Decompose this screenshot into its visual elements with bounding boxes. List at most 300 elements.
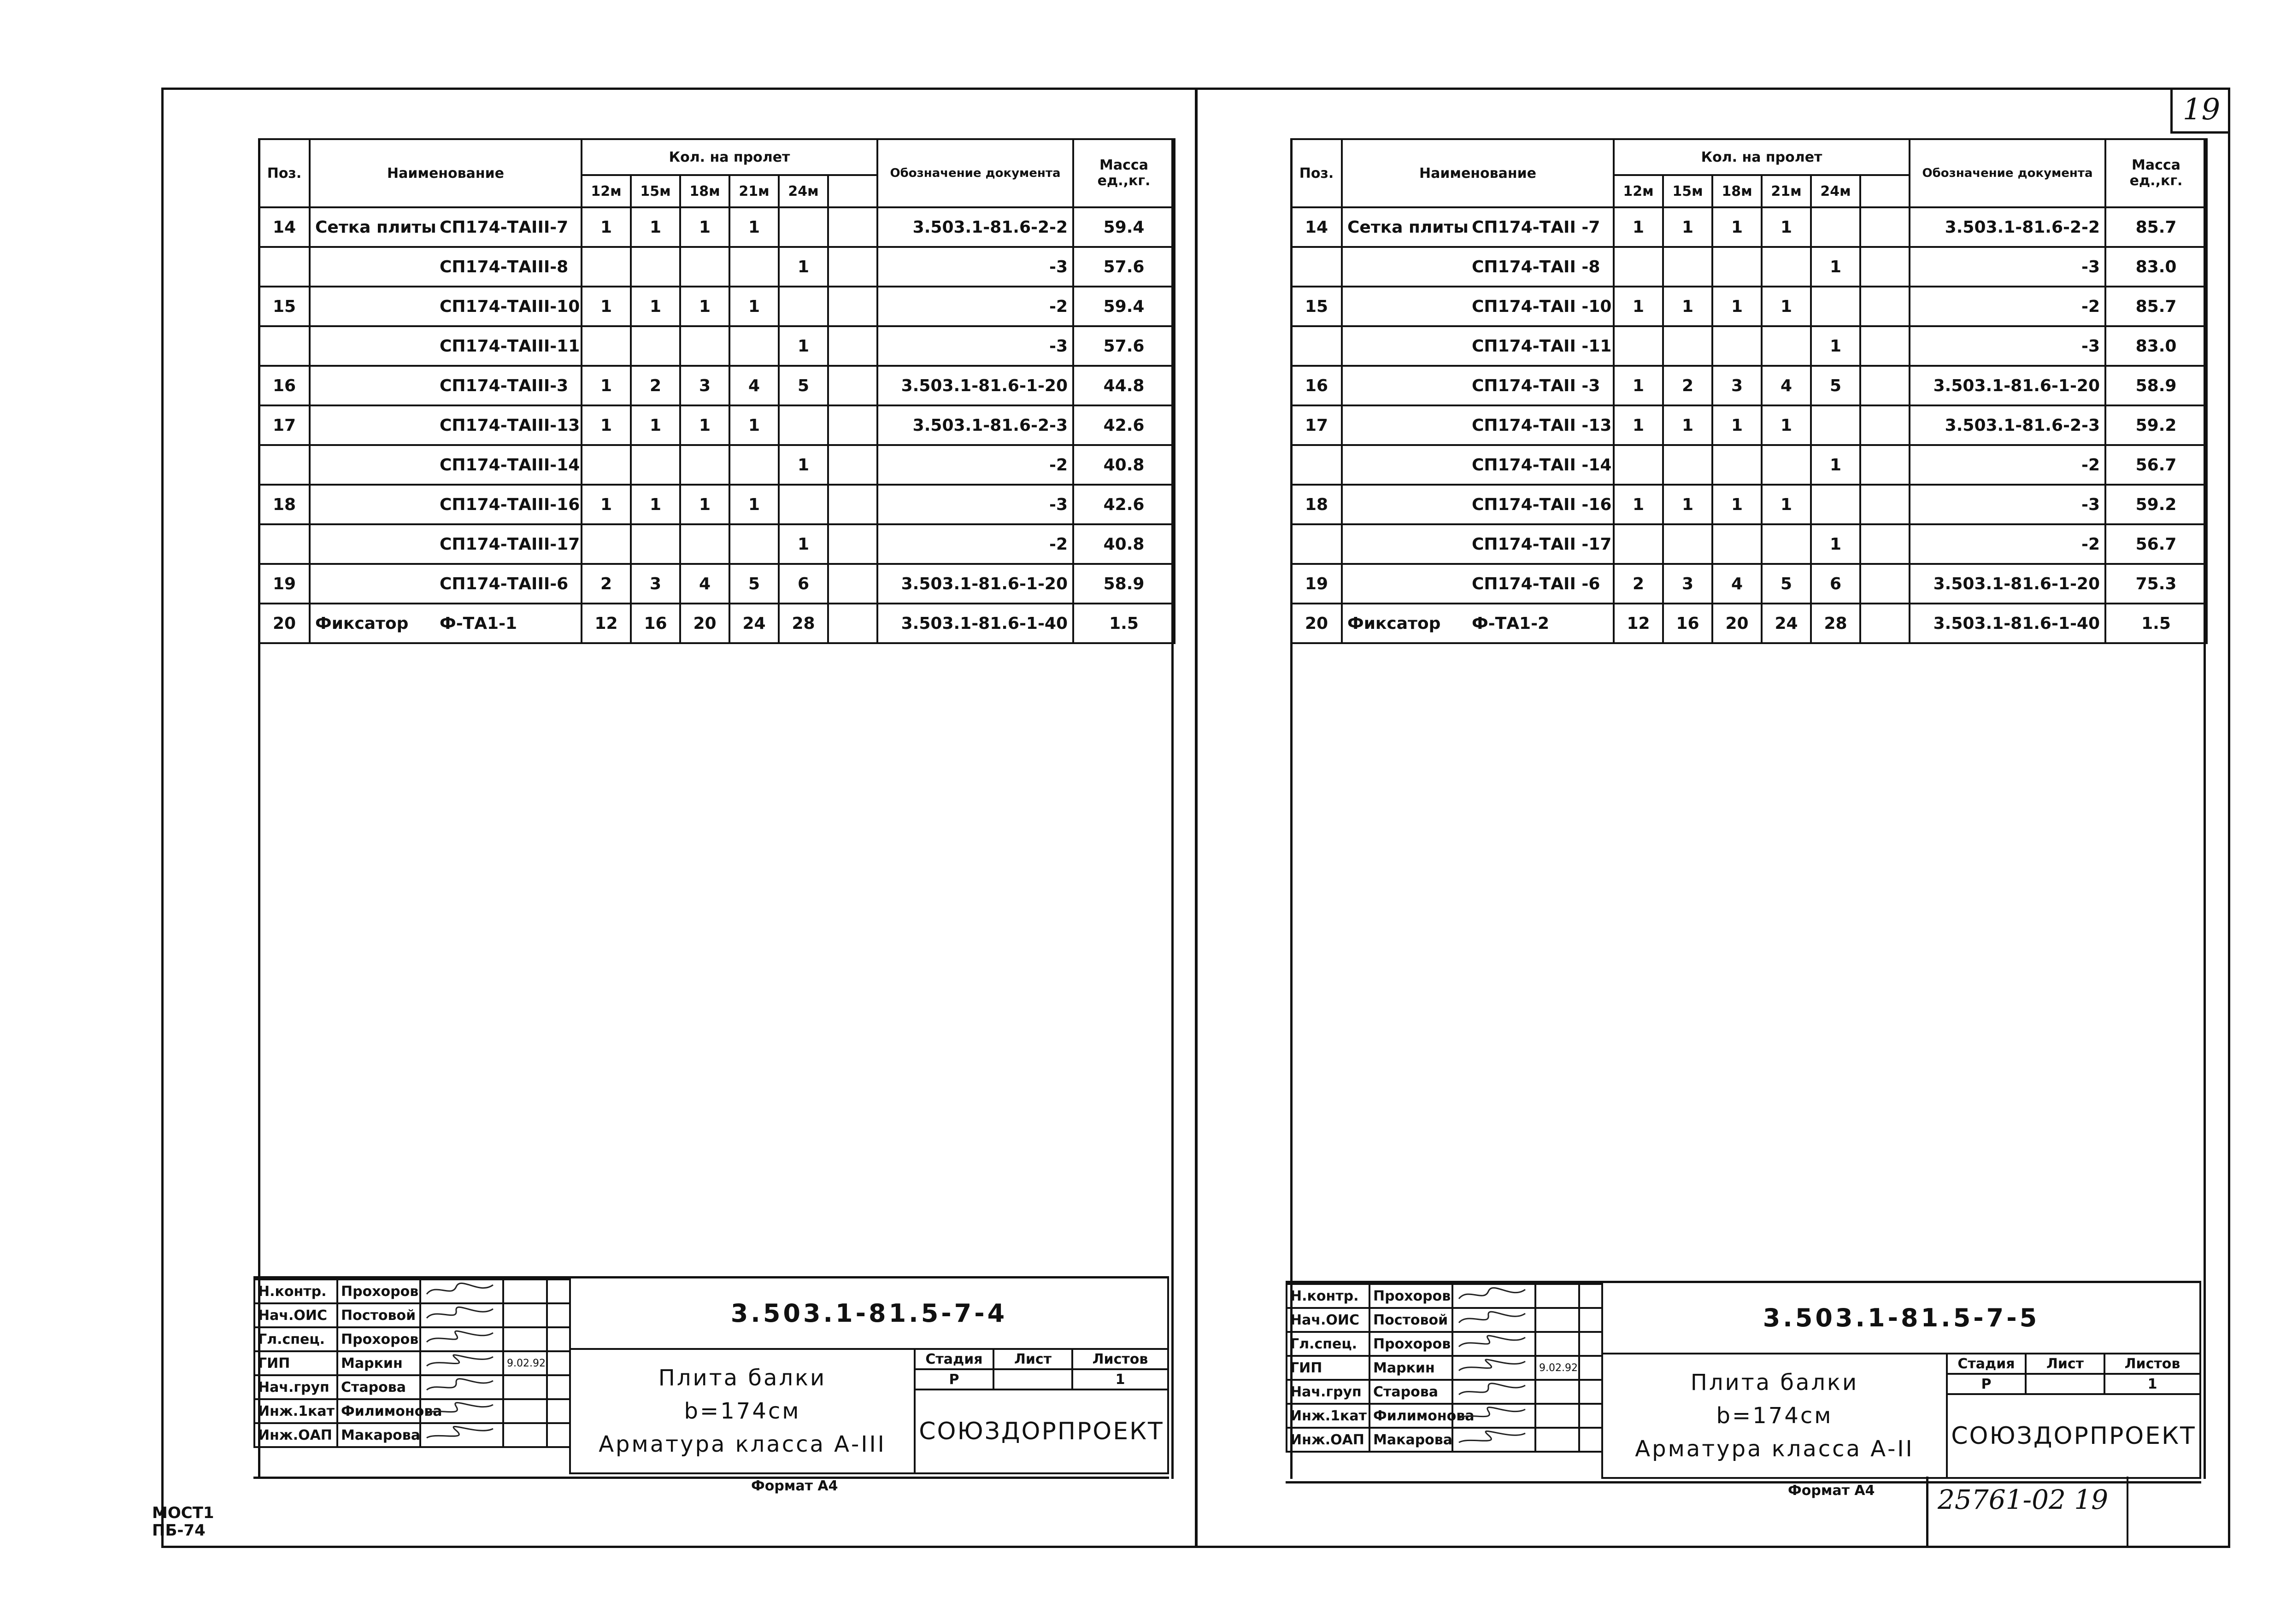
signature-cell (420, 1399, 503, 1423)
signatory-name: Прохоров (337, 1327, 420, 1351)
cell-qty: 1 (1614, 207, 1663, 247)
cell-qty: 2 (631, 366, 680, 405)
cell-name-designation: СП174-ТАIII-17 (440, 534, 580, 554)
cell-name-designation: СП174-ТАII -16 (1472, 495, 1612, 514)
cell-pos: 15 (1291, 287, 1342, 326)
cell-qty (1762, 524, 1811, 564)
cell-doc: 3.503.1-81.6-1-20 (1910, 366, 2105, 405)
cell-mass: 56.7 (2105, 524, 2207, 564)
table-row (1291, 485, 2207, 524)
cell-name-prefix: Фиксатор (1347, 614, 1441, 633)
cell-name (310, 604, 582, 643)
cell-pos (259, 326, 310, 366)
cell-doc: -2 (1910, 445, 2105, 485)
cell-qty: 1 (1614, 485, 1663, 524)
cell-qty: 1 (680, 485, 729, 524)
signature-cell (1452, 1332, 1535, 1356)
cell-doc: -3 (1910, 247, 2105, 287)
cell-mass: 83.0 (2105, 247, 2207, 287)
cell-qty (631, 445, 680, 485)
cell-name (310, 564, 582, 604)
cell-qty (828, 485, 877, 524)
span-header (1860, 175, 1910, 207)
signature-date-empty (1535, 1284, 1579, 1308)
signatory-role: Гл.спец. (254, 1327, 337, 1351)
signature-row (1287, 1356, 1602, 1380)
cell-qty: 1 (680, 405, 729, 445)
signature-date-empty (1535, 1332, 1579, 1356)
cell-name-designation: СП174-ТАII -17 (1472, 534, 1612, 554)
cell-mass: 83.0 (2105, 326, 2207, 366)
cell-doc: 3.503.1-81.6-2-3 (1910, 405, 2105, 445)
cell-qty (779, 287, 828, 326)
table-row (1291, 564, 2207, 604)
right-title-line-3: Арматура класса А-II (1635, 1436, 1914, 1462)
cell-qty (828, 366, 877, 405)
signatory-name: Старова (1369, 1380, 1452, 1404)
cell-name-designation: СП174-ТАII -3 (1472, 376, 1600, 395)
cell-qty: 1 (1811, 326, 1860, 366)
right-sheets-header: Листов (2104, 1353, 2201, 1375)
signature-cell (420, 1423, 503, 1447)
cell-name-designation: СП174-ТАII -14 (1472, 455, 1612, 475)
cell-qty (1712, 247, 1762, 287)
table-row (259, 247, 1175, 287)
signature-date-empty (503, 1279, 547, 1303)
span-header (828, 175, 877, 207)
sheet-number: 19 (2182, 92, 2221, 127)
table-row (259, 604, 1175, 643)
signatory-name: Маркин (337, 1351, 420, 1375)
left-spec-table (258, 138, 1175, 644)
cell-qty (1614, 326, 1663, 366)
cell-qty (1712, 326, 1762, 366)
table-row (1291, 405, 2207, 445)
cell-qty (1860, 287, 1910, 326)
cell-name (1342, 524, 1614, 564)
signature-row (1287, 1332, 1602, 1356)
span-header: 15м (1663, 175, 1712, 207)
signature-date-empty (1535, 1380, 1579, 1404)
signature-extra (547, 1375, 570, 1399)
col-doc-header: Обозначение документа (877, 139, 1073, 207)
cell-name-designation: СП174-ТАIII-13 (440, 416, 580, 435)
cell-doc: 3.503.1-81.6-2-2 (877, 207, 1073, 247)
table-row (259, 564, 1175, 604)
signature-extra (1579, 1356, 1602, 1380)
signature-date: 9.02.92 (503, 1351, 547, 1375)
signature-extra (547, 1423, 570, 1447)
cell-mass: 57.6 (1073, 326, 1175, 366)
signature-row (1287, 1380, 1602, 1404)
signatory-role: Н.контр. (254, 1279, 337, 1303)
signatory-name: Постовой (337, 1303, 420, 1327)
cell-name-designation: СП174-ТАII -11 (1472, 336, 1612, 356)
cell-qty: 1 (779, 326, 828, 366)
cell-qty (1860, 247, 1910, 287)
cell-qty (582, 524, 631, 564)
cell-doc: -3 (877, 485, 1073, 524)
table-row (1291, 326, 2207, 366)
signature-date-empty (503, 1303, 547, 1327)
signatory-name: Прохоров (1369, 1284, 1452, 1308)
handwritten-signature (1456, 1429, 1530, 1447)
cell-qty (828, 524, 877, 564)
right-title-line-1: Плита балки (1690, 1370, 1859, 1395)
cell-qty: 1 (582, 287, 631, 326)
signature-cell (420, 1375, 503, 1399)
signatory-role: ГИП (1287, 1356, 1369, 1380)
cell-pos (1291, 445, 1342, 485)
signature-cell (1452, 1428, 1535, 1452)
cell-name-designation: СП174-ТАIII-11 (440, 336, 580, 356)
cell-qty (729, 445, 779, 485)
cell-qty (828, 326, 877, 366)
signature-cell (1452, 1404, 1535, 1428)
cell-qty (1663, 524, 1712, 564)
cell-qty: 1 (729, 287, 779, 326)
signatory-role: Н.контр. (1287, 1284, 1369, 1308)
cell-qty: 1 (1663, 485, 1712, 524)
signatory-role: Инж.1кат (254, 1399, 337, 1423)
span-header: 21м (1762, 175, 1811, 207)
cell-qty (1663, 247, 1712, 287)
cell-qty (631, 326, 680, 366)
cell-qty: 1 (729, 207, 779, 247)
cell-name (1342, 405, 1614, 445)
signature-cell (1452, 1284, 1535, 1308)
cell-qty: 20 (680, 604, 729, 643)
cell-qty (779, 207, 828, 247)
cell-pos: 15 (259, 287, 310, 326)
cell-qty (1663, 326, 1712, 366)
cell-name (310, 287, 582, 326)
cell-mass: 75.3 (2105, 564, 2207, 604)
signatory-role: Нач.ОИС (1287, 1308, 1369, 1332)
signature-extra (1579, 1332, 1602, 1356)
cell-pos (259, 524, 310, 564)
cell-qty (680, 445, 729, 485)
archive-number-box (1926, 1477, 2230, 1548)
cell-doc: 3.503.1-81.6-1-20 (877, 564, 1073, 604)
cell-qty: 1 (1712, 287, 1762, 326)
cell-doc: -2 (877, 287, 1073, 326)
right-stage-value: Р (1946, 1373, 2027, 1395)
cell-qty (828, 405, 877, 445)
left-organization: СОЮЗДОРПРОЕКТ (914, 1389, 1169, 1474)
cell-qty: 1 (1762, 405, 1811, 445)
cell-qty: 2 (1614, 564, 1663, 604)
cell-qty: 6 (1811, 564, 1860, 604)
cell-qty: 4 (680, 564, 729, 604)
cell-qty: 1 (1663, 287, 1712, 326)
signature-extra (1579, 1308, 1602, 1332)
cell-name-designation: СП174-ТАIII-7 (440, 217, 569, 237)
signature-row (1287, 1308, 1602, 1332)
signatory-role: ГИП (254, 1351, 337, 1375)
cell-qty: 1 (779, 247, 828, 287)
cell-qty (729, 524, 779, 564)
cell-qty (1811, 485, 1860, 524)
cell-name-designation: СП174-ТАII -6 (1472, 574, 1600, 593)
span-header: 15м (631, 175, 680, 207)
cell-doc: 3.503.1-81.6-2-2 (1910, 207, 2105, 247)
cell-name (310, 326, 582, 366)
cell-name (1342, 366, 1614, 405)
signature-row (254, 1351, 570, 1375)
cell-mass: 85.7 (2105, 207, 2207, 247)
signature-row (1287, 1284, 1602, 1308)
cell-qty: 1 (1811, 524, 1860, 564)
cell-qty (729, 247, 779, 287)
cell-qty (680, 247, 729, 287)
table-row (259, 485, 1175, 524)
cell-mass: 42.6 (1073, 405, 1175, 445)
table-row (1291, 445, 2207, 485)
handwritten-signature (1456, 1333, 1530, 1351)
handwritten-signature (1456, 1285, 1530, 1303)
signatory-name: Филимонова (337, 1399, 420, 1423)
cell-mass: 59.4 (1073, 287, 1175, 326)
cell-pos: 16 (1291, 366, 1342, 405)
left-stage-value: Р (914, 1368, 994, 1390)
cell-qty: 1 (631, 405, 680, 445)
span-header: 24м (1811, 175, 1860, 207)
handwritten-signature (1456, 1357, 1530, 1375)
signature-extra (547, 1351, 570, 1375)
signature-row (1287, 1404, 1602, 1428)
signatory-name: Постовой (1369, 1308, 1452, 1332)
signatory-name: Прохоров (1369, 1332, 1452, 1356)
right-sheets-value: 1 (2104, 1373, 2201, 1395)
signatory-role: Нач.ОИС (254, 1303, 337, 1327)
span-header: 18м (1712, 175, 1762, 207)
cell-name-prefix: Сетка плиты (1347, 217, 1469, 237)
right-sheet-header: Лист (2025, 1353, 2105, 1375)
signature-cell (1452, 1356, 1535, 1380)
left-stamp-line-2: ПБ-74 (152, 1521, 206, 1540)
col-doc-header: Обозначение документа (1910, 139, 2105, 207)
cell-qty (582, 326, 631, 366)
cell-qty: 5 (1811, 366, 1860, 405)
cell-doc: -2 (877, 445, 1073, 485)
signature-date-empty (503, 1423, 547, 1447)
handwritten-signature (424, 1352, 498, 1371)
table-row (1291, 524, 2207, 564)
cell-pos (259, 445, 310, 485)
cell-doc: -3 (877, 247, 1073, 287)
cell-qty: 3 (680, 366, 729, 405)
signature-date-empty (1535, 1428, 1579, 1452)
cell-name (310, 405, 582, 445)
cell-qty: 2 (1663, 366, 1712, 405)
cell-qty (1860, 326, 1910, 366)
cell-doc: 3.503.1-81.6-1-20 (1910, 564, 2105, 604)
cell-qty: 1 (1811, 247, 1860, 287)
left-signature-table (253, 1278, 571, 1448)
signature-cell (420, 1351, 503, 1375)
cell-qty (1614, 445, 1663, 485)
cell-mass: 42.6 (1073, 485, 1175, 524)
cell-name (310, 485, 582, 524)
cell-qty (828, 445, 877, 485)
col-name-header: Наименование (1342, 139, 1614, 207)
cell-name (1342, 564, 1614, 604)
cell-qty: 1 (680, 287, 729, 326)
signature-row (254, 1279, 570, 1303)
col-name-header: Наименование (310, 139, 582, 207)
col-mass-header-line-2: ед.,кг. (2129, 173, 2183, 189)
cell-mass: 85.7 (2105, 287, 2207, 326)
signature-cell (1452, 1308, 1535, 1332)
cell-pos: 18 (1291, 485, 1342, 524)
cell-qty (779, 485, 828, 524)
cell-pos: 17 (1291, 405, 1342, 445)
cell-qty: 1 (1762, 207, 1811, 247)
cell-pos: 20 (259, 604, 310, 643)
cell-doc: -2 (1910, 287, 2105, 326)
cell-pos: 18 (259, 485, 310, 524)
cell-mass: 58.9 (1073, 564, 1175, 604)
cell-qty (1614, 524, 1663, 564)
signature-extra (547, 1399, 570, 1423)
signatory-name: Маркин (1369, 1356, 1452, 1380)
left-sheet-header: Лист (993, 1348, 1073, 1370)
signature-extra (547, 1327, 570, 1351)
cell-qty: 1 (1762, 485, 1811, 524)
cell-qty: 1 (1811, 445, 1860, 485)
right-spec-table (1290, 138, 2208, 644)
table-row (1291, 247, 2207, 287)
cell-name-prefix: Фиксатор (315, 614, 409, 633)
signature-extra (547, 1279, 570, 1303)
col-mass-header-line-1: Масса (2132, 157, 2180, 173)
table-row (259, 366, 1175, 405)
cell-doc: -3 (1910, 485, 2105, 524)
signature-row (1287, 1428, 1602, 1452)
cell-qty (631, 247, 680, 287)
table-row (259, 207, 1175, 247)
cell-qty (828, 247, 877, 287)
cell-pos: 19 (259, 564, 310, 604)
table-row (259, 326, 1175, 366)
handwritten-signature (424, 1328, 498, 1347)
cell-qty (1860, 445, 1910, 485)
right-sheet-value (2025, 1373, 2105, 1395)
signature-cell (420, 1303, 503, 1327)
cell-name-designation: СП174-ТАIII-6 (440, 574, 569, 593)
signature-date-empty (503, 1399, 547, 1423)
cell-qty: 1 (1614, 366, 1663, 405)
table-row (259, 405, 1175, 445)
handwritten-signature (424, 1304, 498, 1323)
signatory-role: Нач.груп (254, 1375, 337, 1399)
cell-qty: 1 (680, 207, 729, 247)
cell-qty (828, 604, 877, 643)
cell-qty (680, 524, 729, 564)
cell-qty: 1 (1663, 405, 1712, 445)
cell-qty (631, 524, 680, 564)
col-mass-header-line-2: ед.,кг. (1097, 173, 1151, 189)
span-header: 18м (680, 175, 729, 207)
cell-qty: 1 (1712, 485, 1762, 524)
cell-name-prefix: Сетка плиты (315, 217, 436, 237)
cell-qty (1811, 207, 1860, 247)
cell-name-designation: СП174-ТАII -7 (1472, 217, 1600, 237)
cell-qty (1712, 445, 1762, 485)
cell-mass: 1.5 (1073, 604, 1175, 643)
cell-pos: 17 (259, 405, 310, 445)
cell-qty (779, 405, 828, 445)
left-format-label: Формат А4 (751, 1478, 838, 1494)
handwritten-signature (1456, 1309, 1530, 1327)
cell-qty: 1 (1712, 207, 1762, 247)
cell-qty: 4 (1762, 366, 1811, 405)
cell-qty: 1 (631, 287, 680, 326)
signature-date-empty (503, 1375, 547, 1399)
span-header: 12м (582, 175, 631, 207)
right-organization: СОЮЗДОРПРОЕКТ (1946, 1393, 2201, 1479)
cell-qty: 1 (582, 366, 631, 405)
cell-qty (828, 207, 877, 247)
cell-qty (1712, 524, 1762, 564)
cell-qty: 1 (582, 207, 631, 247)
cell-name (310, 207, 582, 247)
cell-qty: 1 (779, 445, 828, 485)
cell-name-designation: СП174-ТАII -8 (1472, 257, 1600, 276)
signature-cell (1452, 1380, 1535, 1404)
signature-cell (420, 1327, 503, 1351)
signatory-role: Инж.1кат (1287, 1404, 1369, 1428)
cell-name-designation: СП174-ТАIII-16 (440, 495, 580, 514)
cell-name (310, 366, 582, 405)
cell-qty: 3 (1712, 366, 1762, 405)
signature-extra (1579, 1284, 1602, 1308)
cell-qty (1860, 485, 1910, 524)
col-mass-header-line-1: Масса (1099, 157, 1148, 173)
signature-date-empty (1535, 1404, 1579, 1428)
col-pos-header: Поз. (259, 139, 310, 207)
signature-extra (1579, 1404, 1602, 1428)
right-title-line-2: b=174см (1716, 1403, 1833, 1429)
signature-extra (1579, 1380, 1602, 1404)
cell-pos: 16 (259, 366, 310, 405)
span-header: 12м (1614, 175, 1663, 207)
cell-qty: 6 (779, 564, 828, 604)
cell-qty: 1 (631, 207, 680, 247)
cell-name (1342, 287, 1614, 326)
cell-name (1342, 247, 1614, 287)
left-stamp-line-1: МОСТ1 (152, 1504, 214, 1522)
left-stage-header: Стадия (914, 1348, 994, 1370)
right-drawing-title (1601, 1353, 1948, 1479)
cell-qty: 12 (1614, 604, 1663, 643)
cell-qty: 4 (729, 366, 779, 405)
cell-mass: 58.9 (2105, 366, 2207, 405)
signature-date-empty (1535, 1308, 1579, 1332)
cell-name-designation: СП174-ТАIII-3 (440, 376, 569, 395)
signature-date-empty (503, 1327, 547, 1351)
handwritten-signature (1456, 1405, 1530, 1423)
cell-mass: 59.2 (2105, 485, 2207, 524)
cell-qty: 24 (1762, 604, 1811, 643)
cell-name (1342, 445, 1614, 485)
cell-qty (828, 564, 877, 604)
signature-row (254, 1399, 570, 1423)
signatory-name: Старова (337, 1375, 420, 1399)
handwritten-signature (424, 1400, 498, 1419)
cell-name (1342, 604, 1614, 643)
